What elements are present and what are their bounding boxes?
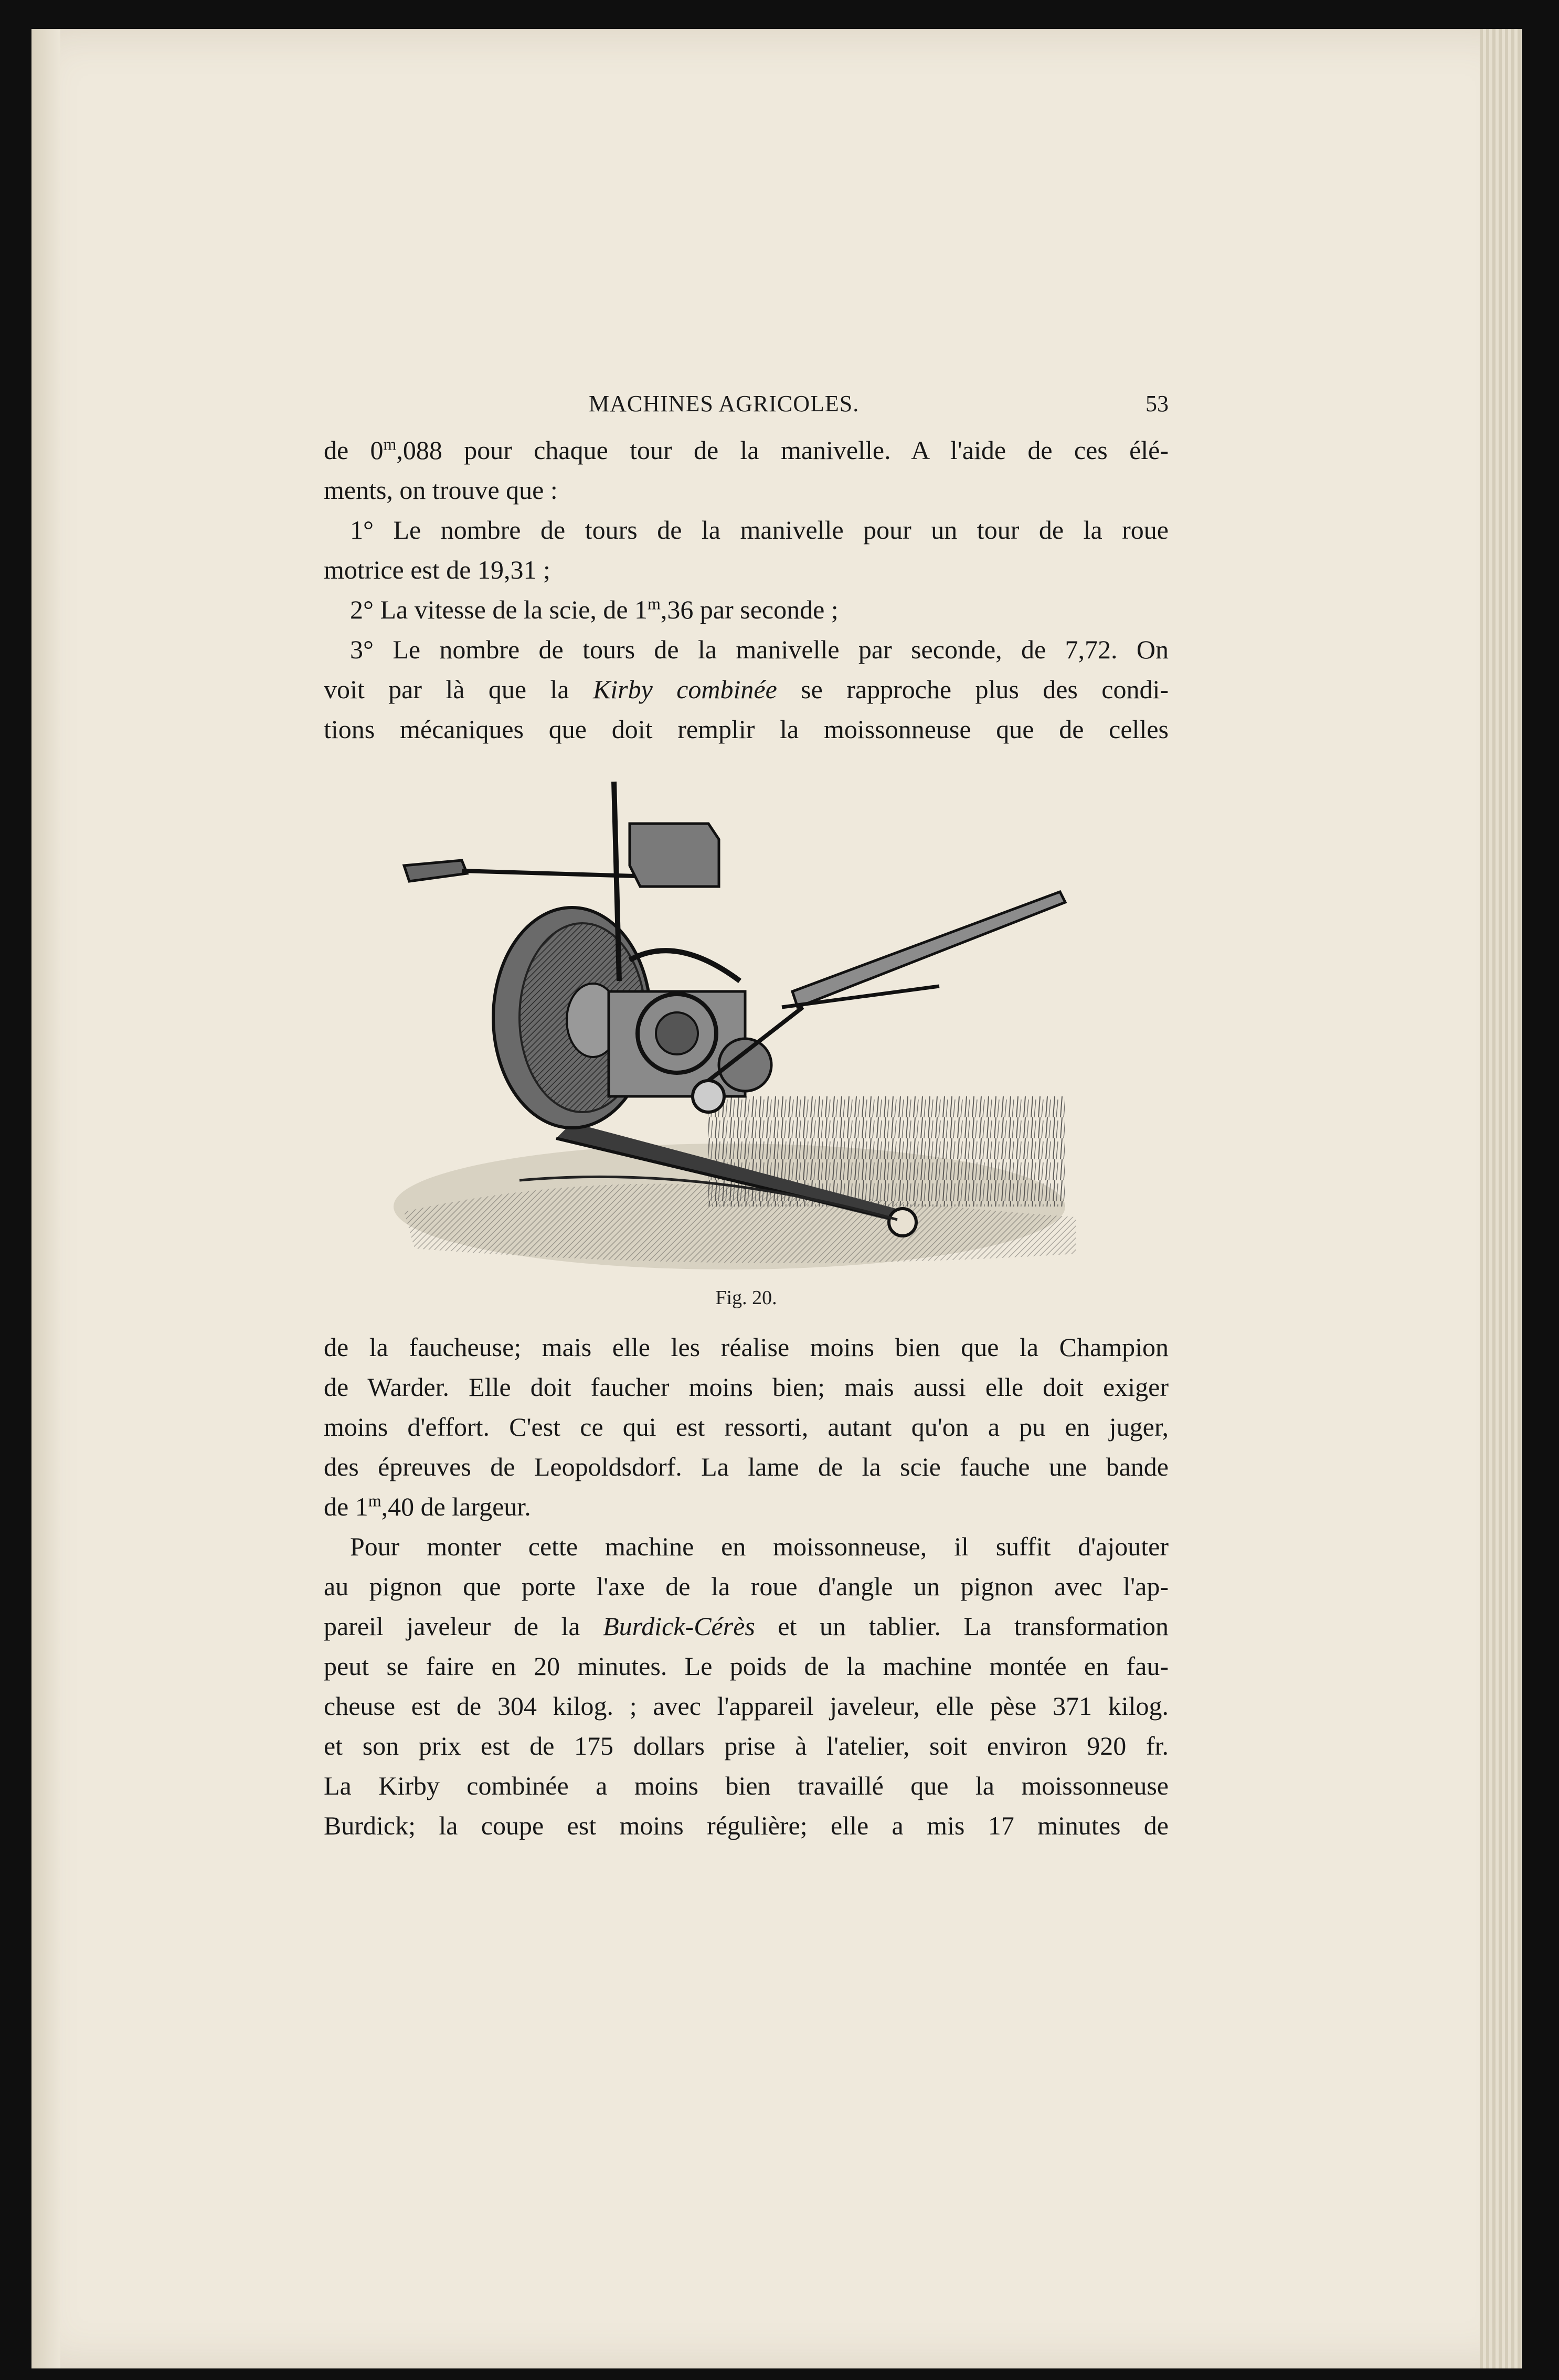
page-fore-edge — [1480, 29, 1522, 2368]
text-line: pareil javeleur de la Burdick-Cérès et un tablier. La transformation — [324, 1611, 1169, 1641]
page-number: 53 — [1146, 391, 1169, 417]
text-line: cheuse est de 304 kilog. ; avec l'appareil javeleur, elle pèse 371 kilog. — [324, 1691, 1169, 1721]
text-line: des épreuves de Leopoldsdorf. La lame de la scie fauche une bande — [324, 1452, 1169, 1481]
text-line: au pignon que porte l'axe de la roue d'angle un pignon avec l'ap- — [324, 1572, 1169, 1601]
text-line: de 1$^m$,40 de largeur. — [324, 1491, 531, 1521]
text-line: et son prix est de 175 dollars prise à l'atelier, soit environ 920 fr. — [324, 1731, 1169, 1760]
page-gutter — [31, 29, 60, 2368]
figure-mowing-machine — [383, 761, 1086, 1285]
text-line: motrice est de 19,31 ; — [324, 555, 550, 584]
text-line: ments, on trouve que : — [324, 475, 558, 505]
running-title: MACHINES AGRICOLES. — [589, 391, 860, 417]
text-line: voit par là que la Kirby combinée se rapproche plus des condi- — [324, 675, 1169, 704]
text-line: moins d'effort. C'est ce qui est ressorti, autant qu'on a pu en juger, — [324, 1412, 1169, 1442]
text-line: de la faucheuse; mais elle les réalise moins bien que la Champion — [324, 1332, 1169, 1362]
text-line: Burdick; la coupe est moins régulière; elle a mis 17 minutes de — [324, 1811, 1169, 1840]
text-line: 2° La vitesse de la scie, de 1$^m$,36 par seconde ; — [350, 594, 839, 624]
text-line: de 0$^m$,088 pour chaque tour de la manivelle. A l'aide de ces élé- — [324, 434, 1169, 465]
text-line: La Kirby combinée a moins bien travaillé que la moissonneuse — [324, 1771, 1169, 1800]
text-line: peut se faire en 20 minutes. Le poids de la machine montée en fau- — [324, 1651, 1169, 1681]
text-block-top — [324, 430, 1169, 749]
running-head — [324, 390, 1169, 427]
figure-caption: Fig. 20. — [715, 1287, 777, 1309]
text-line: 3° Le nombre de tours de la manivelle par seconde, de 7,72. On — [350, 635, 1169, 664]
text-line: tions mécaniques que doit remplir la moissonneuse que de celles — [324, 714, 1169, 744]
mowing-machine-engraving — [383, 761, 1086, 1285]
text-block-bottom — [324, 1327, 1169, 1845]
text-line: Pour monter cette machine en moissonneuse, il suffit d'ajouter — [350, 1532, 1169, 1561]
text-line: 1° Le nombre de tours de la manivelle pour un tour de la roue — [350, 515, 1169, 545]
text-line: de Warder. Elle doit faucher moins bien; mais aussi elle doit exiger — [324, 1372, 1169, 1402]
